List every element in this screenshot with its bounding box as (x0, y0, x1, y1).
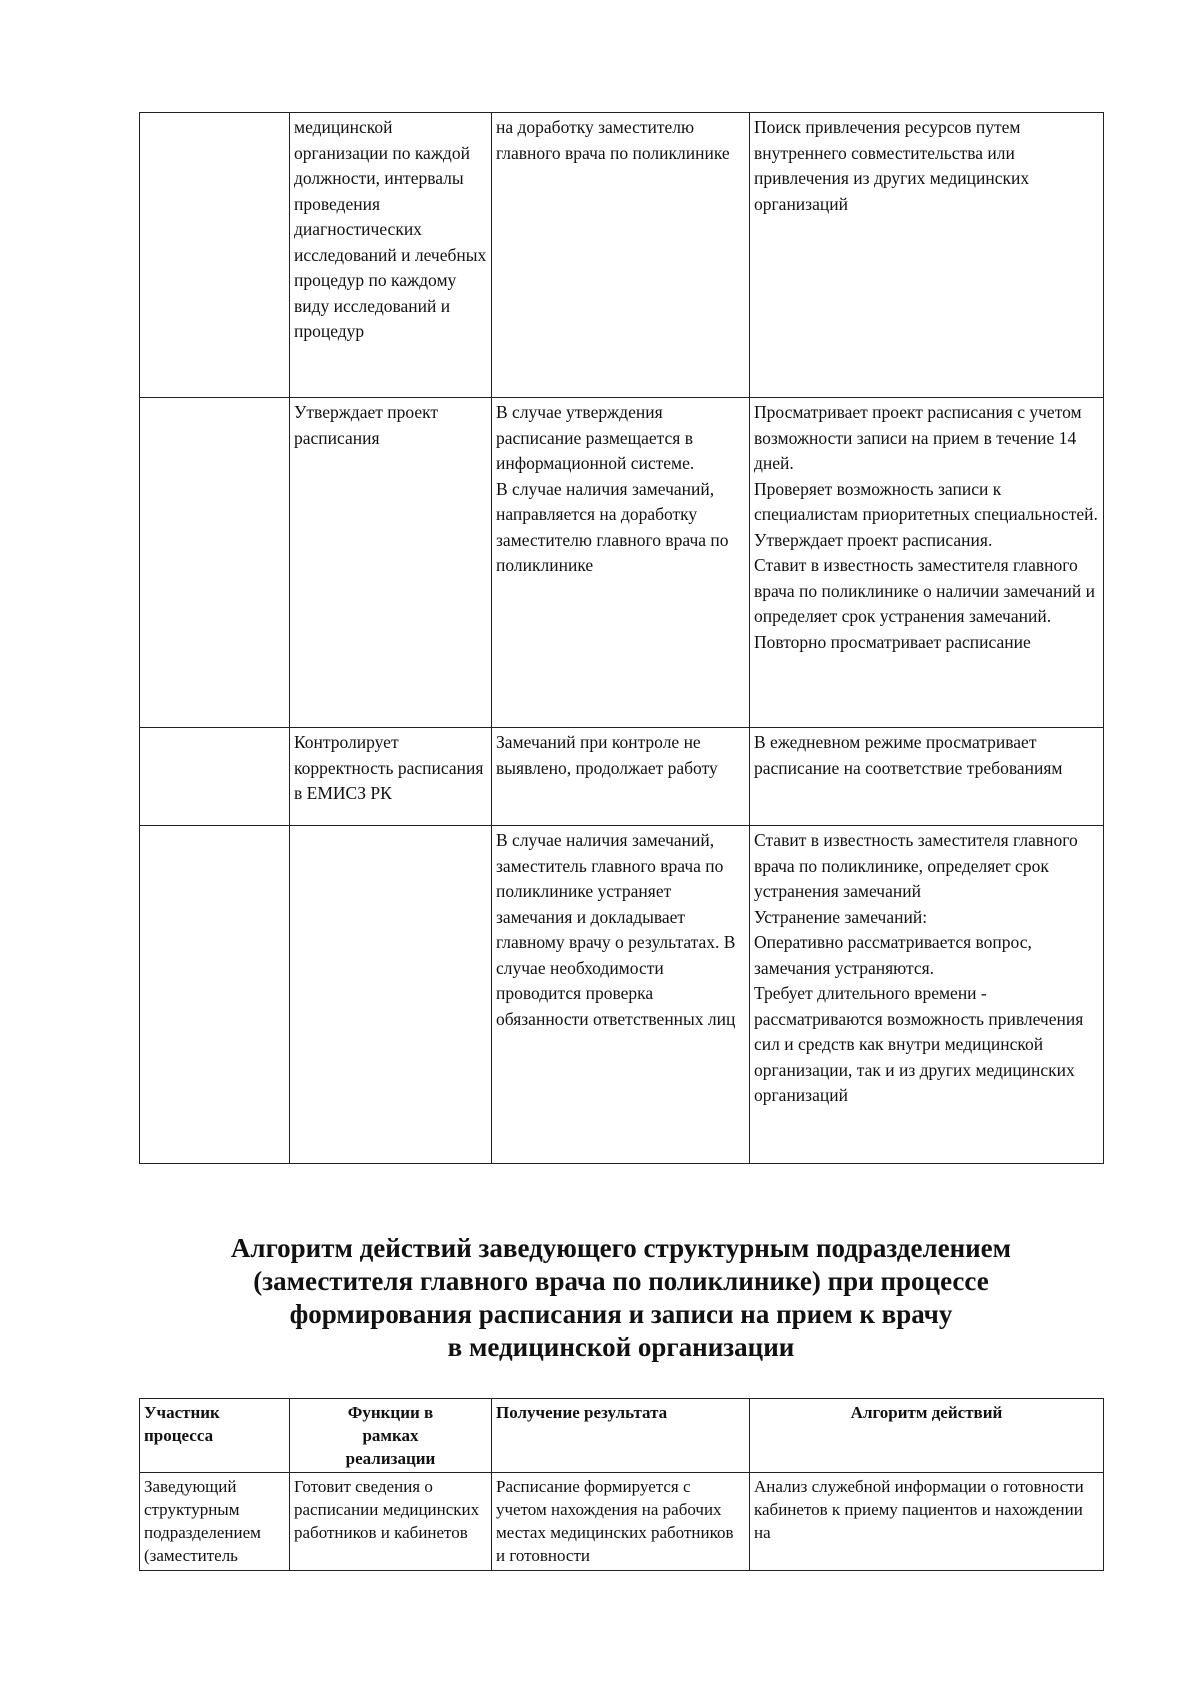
table-cell: Ставит в известность заместителя главного врача по поликлинике, определяет срок устранения замечаний Устранение замечаний: Оперативно рассматривается вопрос, замечания устраняются. Требует длительного времени - рассматриваются возможность привлечения сил и средств как внутри медицинской организации, так и из других медицинских организаций (750, 826, 1104, 1164)
table-row (140, 826, 1104, 1164)
table-row (140, 1473, 1104, 1571)
department-head-algorithm-table (139, 1398, 1104, 1571)
table-row (140, 113, 1104, 398)
section-title: Алгоритм действий заведующего структурным подразделением (заместителя главного врача по поликлинике) при процессе формирования расписания и записи на прием к врачу в медицинской организации (230, 1233, 1012, 1362)
table-cell (290, 826, 492, 1164)
column-header: Функции в рамках реализации (290, 1399, 492, 1473)
table-cell: Расписание формируется с учетом нахождения на рабочих местах медицинских работников и готовности (492, 1473, 750, 1571)
table-cell: Готовит сведения о расписании медицинских работников и кабинетов (290, 1473, 492, 1571)
table-cell: Просматривает проект расписания с учетом возможности записи на прием в течение 14 дней. Проверяет возможность записи к специалистам приоритетных специальностей. Утверждает проект расписания. Ставит в известность заместителя главного врача по поликлинике о наличии замечаний и определяет срок устранения замечаний. Повторно просматривает расписание (750, 398, 1104, 728)
table-cell: В случае наличия замечаний, заместитель главного врача по поликлинике устраняет замечания и докладывает главному врачу о результатах. В случае необходимости проводится проверка обязанности ответственных лиц (492, 826, 750, 1164)
table-cell: Поиск привлечения ресурсов путем внутреннего совместительства или привлечения из других медицинских организаций (750, 113, 1104, 398)
table-header-row (140, 1399, 1104, 1473)
table-cell: Утверждает проект расписания (290, 398, 492, 728)
table-row (140, 398, 1104, 728)
table-cell: Заведующий структурным подразделением (заместитель (140, 1473, 290, 1571)
table-cell (140, 398, 290, 728)
column-header: Получение результата (492, 1399, 750, 1473)
table-row (140, 728, 1104, 826)
column-header: Участник процесса (140, 1399, 290, 1473)
table-cell: медицинской организации по каждой должности, интервалы проведения диагностических исследований и лечебных процедур по каждому виду исследований и процедур (290, 113, 492, 398)
table-cell (140, 113, 290, 398)
schedule-algorithm-table-continued (139, 112, 1104, 1164)
table-cell (140, 728, 290, 826)
table-cell: на доработку заместителю главного врача по поликлинике (492, 113, 750, 398)
table-cell: В случае утверждения расписание размещается в информационной системе. В случае наличия замечаний, направляется на доработку заместителю главного врача по поликлинике (492, 398, 750, 728)
table-cell (140, 826, 290, 1164)
table-cell: Контролирует корректность расписания в ЕМИСЗ РК (290, 728, 492, 826)
table-cell: Анализ служебной информации о готовности кабинетов к приему пациентов и нахождении на (750, 1473, 1104, 1571)
column-header: Алгоритм действий (750, 1399, 1104, 1473)
table-cell: В ежедневном режиме просматривает расписание на соответствие требованиям (750, 728, 1104, 826)
table-cell: Замечаний при контроле не выявлено, продолжает работу (492, 728, 750, 826)
